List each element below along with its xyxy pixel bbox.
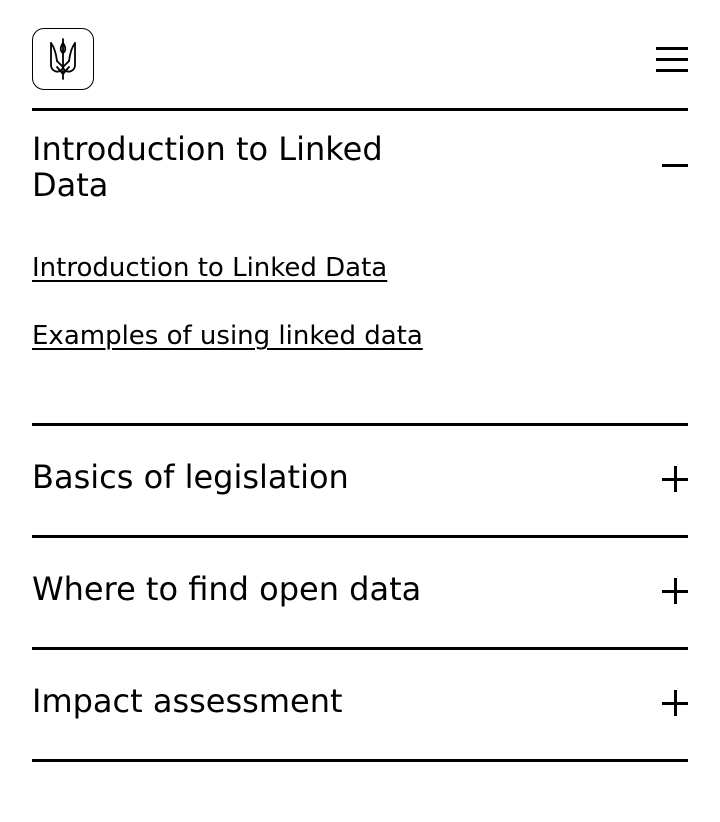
accordion — [32, 108, 688, 822]
accordion-item-impact-assessment — [32, 647, 688, 759]
trident-icon — [48, 37, 78, 81]
hamburger-menu-icon[interactable] — [656, 45, 688, 73]
accordion-header[interactable] — [32, 650, 688, 759]
site-header — [32, 28, 688, 92]
accordion-header[interactable] — [32, 111, 688, 213]
minus-icon[interactable] — [662, 152, 688, 178]
accordion-title: Basics of legislation — [32, 458, 349, 496]
accordion-panel — [32, 213, 688, 423]
accordion-title: Introduction to Linked Data — [32, 130, 383, 204]
accordion-item-next[interactable] — [32, 759, 688, 822]
accordion-item-basics-legislation — [32, 423, 688, 535]
accordion-title: Where to find open data — [32, 570, 422, 608]
accordion-header[interactable] — [32, 426, 688, 535]
accordion-item-where-to-find-open-data — [32, 535, 688, 647]
plus-icon[interactable] — [662, 466, 688, 492]
home-logo-link[interactable] — [32, 28, 94, 90]
accordion-header[interactable] — [32, 538, 688, 647]
link-examples-linked-data[interactable]: Examples of using linked data — [32, 321, 423, 351]
accordion-title: Impact assessment — [32, 682, 343, 720]
plus-icon[interactable] — [662, 578, 688, 604]
accordion-item-introduction-linked-data — [32, 108, 688, 423]
plus-icon[interactable] — [662, 690, 688, 716]
link-introduction-linked-data[interactable]: Introduction to Linked Data — [32, 253, 388, 283]
